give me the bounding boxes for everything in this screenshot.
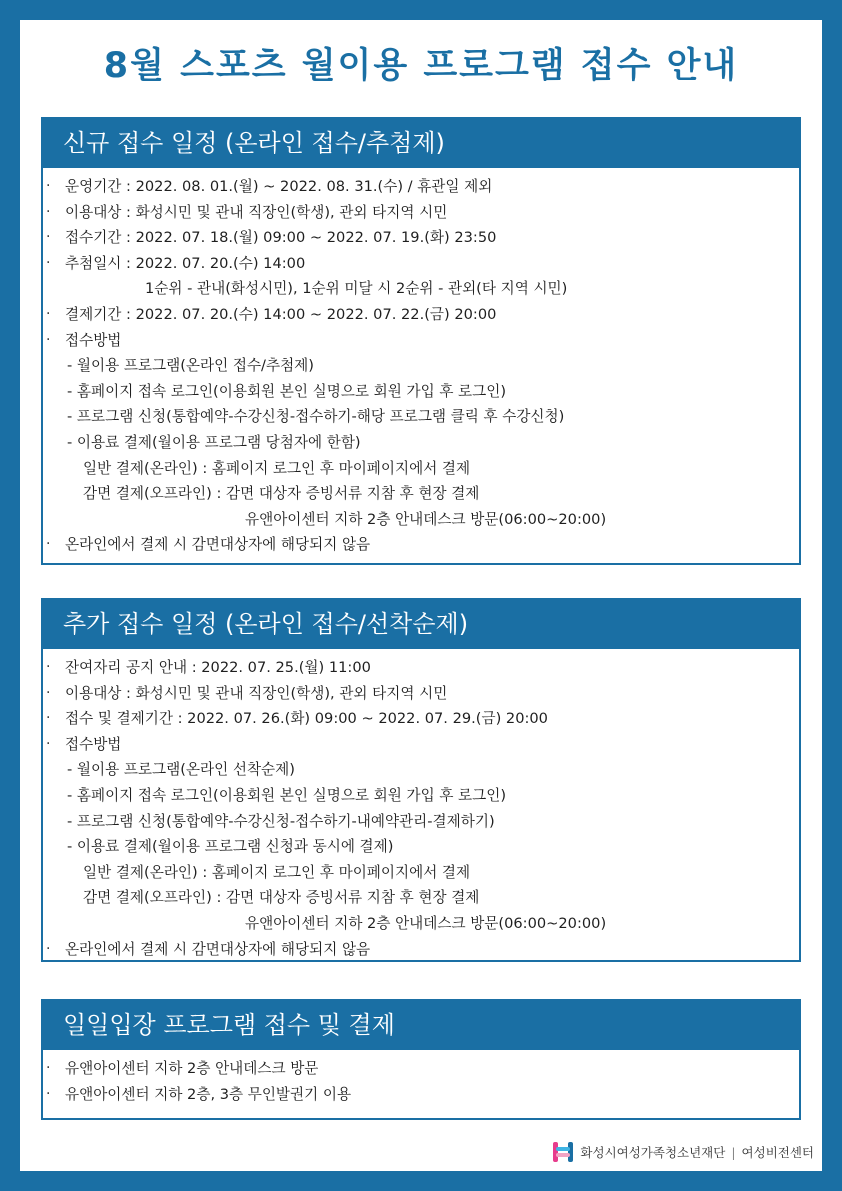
list-subtext: 유앤아이센터 지하 2층 안내데스크 방문(06:00~20:00) xyxy=(245,914,607,932)
section-daily-admission xyxy=(41,999,801,1120)
list-item: · 접수기간 : 2022. 07. 18.(월) 09:00 ~ 2022. 07. 19.(화) 23:50 xyxy=(43,225,799,251)
list-item: · 추첨일시 : 2022. 07. 20.(수) 14:00 xyxy=(43,251,799,277)
list-subitem: 일반 결제(온라인) : 홈페이지 로그인 후 마이페이지에서 결제 xyxy=(83,863,471,881)
list-item: · 이용대상 : 화성시민 및 관내 직장인(학생), 관외 타지역 시민 xyxy=(43,681,799,707)
section-body xyxy=(43,1050,799,1107)
section-header: 추가 접수 일정 (온라인 접수/선착순제) xyxy=(43,600,799,649)
list-subitem: - 프로그램 신청(통합예약-수강신청-접수하기-내예약관리-결제하기) xyxy=(67,812,495,830)
list-item: · 운영기간 : 2022. 08. 01.(월) ~ 2022. 08. 31.(수) / 휴관일 제외 xyxy=(43,174,799,200)
list-item: · 유앤아이센터 지하 2층, 3층 무인발권기 이용 xyxy=(43,1082,799,1108)
list-subitem: 감면 결제(오프라인) : 감면 대상자 증빙서류 지참 후 현장 결제 xyxy=(83,889,480,907)
list-subitem: - 이용료 결제(월이용 프로그램 신청과 동시에 결제) xyxy=(67,838,394,856)
list-subtext: 유앤아이센터 지하 2층 안내데스크 방문(06:00~20:00) xyxy=(245,510,607,528)
list-subitem: - 홈페이지 접속 로그인(이용회원 본인 실명으로 회원 가입 후 로그인) xyxy=(67,786,507,804)
list-subitem: - 월이용 프로그램(온라인 접수/추첨제) xyxy=(67,357,314,375)
section-header: 신규 접수 일정 (온라인 접수/추첨제) xyxy=(43,119,799,168)
list-subitem: - 홈페이지 접속 로그인(이용회원 본인 실명으로 회원 가입 후 로그인) xyxy=(67,382,507,400)
list-subitem: - 프로그램 신청(통합예약-수강신청-접수하기-해당 프로그램 클릭 후 수강신청) xyxy=(67,408,565,426)
list-item: · 접수 및 결제기간 : 2022. 07. 26.(화) 09:00 ~ 2022. 07. 29.(금) 20:00 xyxy=(43,706,799,732)
list-item: · 결제기간 : 2022. 07. 20.(수) 14:00 ~ 2022. 07. 22.(금) 20:00 xyxy=(43,302,799,328)
list-item: · 잔여자리 공지 안내 : 2022. 07. 25.(월) 11:00 xyxy=(43,655,799,681)
list-subtext: 1순위 - 관내(화성시민), 1순위 미달 시 2순위 - 관외(타 지역 시민) xyxy=(145,280,568,298)
list-item: · 온라인에서 결제 시 감면대상자에 해당되지 않음 xyxy=(43,532,799,558)
section-header: 일일입장 프로그램 접수 및 결제 xyxy=(43,1001,799,1050)
list-item: · 이용대상 : 화성시민 및 관내 직장인(학생), 관외 타지역 시민 xyxy=(43,200,799,226)
footer xyxy=(552,1140,814,1164)
list-subitem: 감면 결제(오프라인) : 감면 대상자 증빙서류 지참 후 현장 결제 xyxy=(83,485,480,503)
footer-center-name: 여성비전센터 xyxy=(741,1145,814,1160)
list-subitem: 일반 결제(온라인) : 홈페이지 로그인 후 마이페이지에서 결제 xyxy=(83,459,471,477)
list-subitem: - 이용료 결제(월이용 프로그램 당첨자에 한함) xyxy=(67,433,361,451)
list-subitem: - 월이용 프로그램(온라인 선착순제) xyxy=(67,761,295,779)
list-item: · 온라인에서 결제 시 감면대상자에 해당되지 않음 xyxy=(43,937,799,963)
foundation-logo-icon xyxy=(552,1141,574,1163)
list-item: · 접수방법 xyxy=(43,328,799,354)
footer-separator: | xyxy=(731,1144,736,1160)
page-title: 8월 스포츠 월이용 프로그램 접수 안내 xyxy=(103,46,739,86)
section-new-registration xyxy=(41,117,801,565)
section-body xyxy=(43,649,799,962)
footer-org-name: 화성시여성가족청소년재단 xyxy=(580,1145,726,1160)
section-additional-registration xyxy=(41,598,801,962)
list-item: · 접수방법 xyxy=(43,732,799,758)
list-item: · 유앤아이센터 지하 2층 안내데스크 방문 xyxy=(43,1056,799,1082)
section-body xyxy=(43,168,799,558)
